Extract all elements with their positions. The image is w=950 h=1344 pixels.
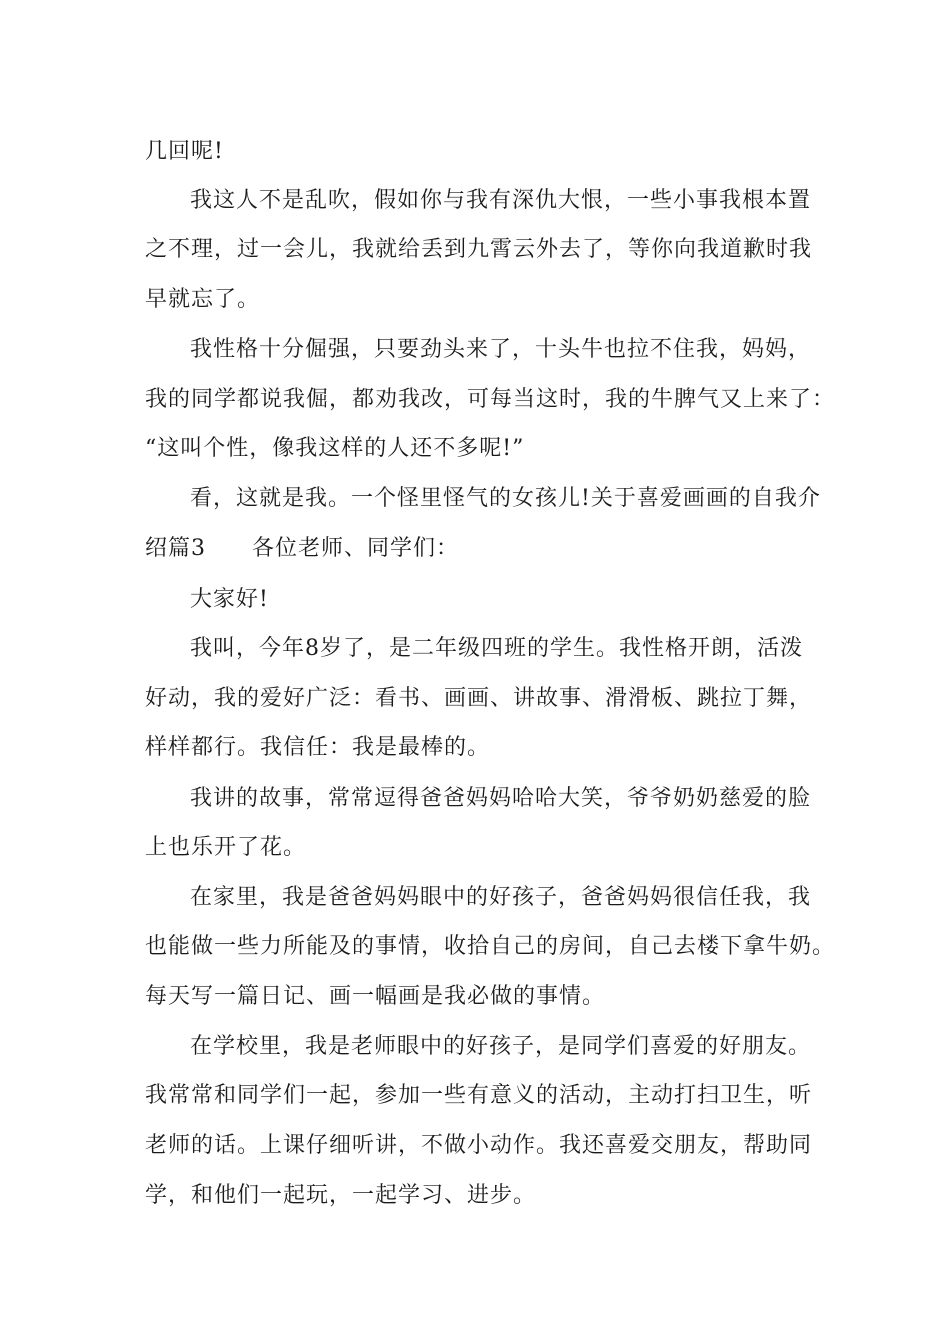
text-line: 每天写一篇日记、画一幅画是我必做的事情。 bbox=[145, 984, 606, 1009]
text-line: 老师的话。上课仔细听讲，不做小动作。我还喜爱交朋友，帮助同 bbox=[145, 1133, 813, 1158]
text-line: 上也乐开了花。 bbox=[145, 835, 307, 860]
paragraph-start-line: 在家里，我是爸爸妈妈眼中的好孩子，爸爸妈妈很信任我，我 bbox=[190, 885, 812, 910]
text-line: 好动，我的爱好广泛：看书、画画、讲故事、滑滑板、跳拉丁舞， bbox=[145, 686, 813, 711]
text-line: 之不理，过一会儿，我就给丢到九霄云外去了，等你向我道歉时我 bbox=[145, 237, 813, 262]
text-line: 我常常和同学们一起，参加一些有意义的活动，主动打扫卫生，听 bbox=[145, 1083, 813, 1108]
text-line: 也能做一些力所能及的事情，收拾自己的房间，自己去楼下拿牛奶。 bbox=[145, 934, 836, 959]
paragraph-start-line: 我性格十分倔强，只要劲头来了，十头牛也拉不住我，妈妈， bbox=[190, 337, 812, 362]
text-line: 我的同学都说我倔，都劝我改，可每当这时，我的牛脾气又上来了： bbox=[145, 387, 836, 412]
paragraph-start-line: 在学校里，我是老师眼中的好孩子，是同学们喜爱的好朋友。 bbox=[190, 1034, 812, 1059]
paragraph-start-line: 看，这就是我。一个怪里怪气的女孩儿!关于喜爱画画的自我介 bbox=[190, 486, 821, 511]
text-line: 几回呢! bbox=[145, 139, 224, 164]
text-line: “这叫个性，像我这样的人还不多呢!” bbox=[145, 436, 525, 461]
text-line: 学，和他们一起玩，一起学习、进步。 bbox=[145, 1183, 537, 1208]
paragraph-start-line: 大家好! bbox=[190, 587, 269, 612]
text-line: 早就忘了。 bbox=[145, 287, 261, 312]
paragraph-start-line: 我讲的故事，常常逗得爸爸妈妈哈哈大笑，爷爷奶奶慈爱的脸 bbox=[190, 786, 812, 811]
paragraph-start-line: 我这人不是乱吹，假如你与我有深仇大恨，一些小事我根本置 bbox=[190, 188, 812, 213]
paragraph-start-line: 我叫，今年8岁了，是二年级四班的学生。我性格开朗，活泼 bbox=[190, 636, 803, 661]
text-line: 绍篇3 各位老师、同学们： bbox=[145, 536, 459, 561]
text-line: 样样都行。我信任：我是最棒的。 bbox=[145, 735, 491, 760]
